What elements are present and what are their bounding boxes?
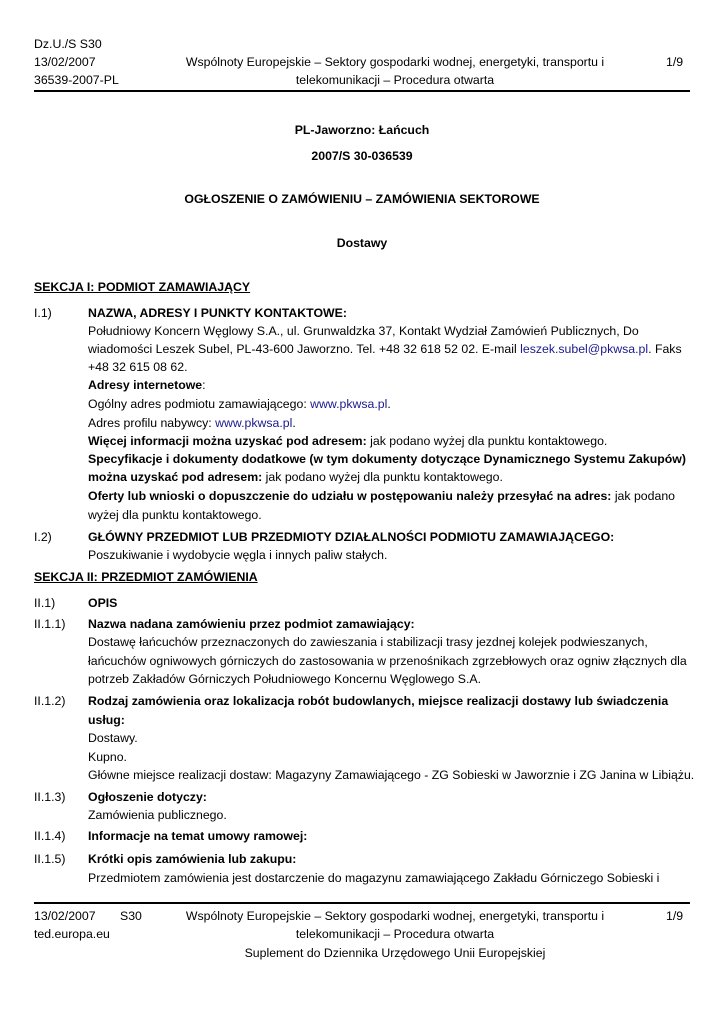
section-1-heading: SEKCJA I: PODMIOT ZAMAWIAJĄCY	[34, 280, 251, 294]
buyer-profile-label: Adres profilu nabywcy:	[88, 416, 216, 430]
ii12-line: Kupno.	[88, 750, 127, 764]
ii12-title-line2: usług:	[88, 713, 125, 727]
colon: :	[202, 378, 206, 392]
offers-value: jak podano	[611, 489, 675, 503]
i1-address-line2	[88, 342, 682, 356]
more-info-label: Więcej informacji można uzyskać pod adresem:	[88, 434, 367, 448]
notice-title: OGŁOSZENIE O ZAMÓWIENIU – ZAMÓWIENIA SEKTOROWE	[184, 192, 540, 206]
more-info-value: jak podano wyżej dla punktu kontaktowego.	[366, 434, 608, 448]
ii12-number: II.1.2)	[34, 694, 66, 708]
i2-value: Poszukiwanie i wydobycie węgla i innych paliw stałych.	[88, 548, 388, 562]
ii12-title-line1: Rodzaj zamówienia oraz lokalizacja robót budowlanych, miejsce realizacji dostawy lub świadczenia	[88, 694, 669, 708]
footer-series: S30	[120, 909, 142, 923]
general-address-row	[88, 397, 391, 411]
ii11-title: Nazwa nadana zamówieniu przez podmiot zamawiający:	[88, 617, 415, 631]
general-address-link[interactable]: www.pkwsa.pl	[310, 397, 388, 411]
header-title-line1: Wspólnoty Europejskie – Sektory gospodarki wodnej, energetyki, transportu i	[185, 55, 605, 69]
ii11-number: II.1.1)	[34, 617, 66, 631]
ii12-line: Główne miejsce realizacji dostaw: Magazyny Zamawiającego - ZG Sobieski w Jaworznie i ZG Janina w Libiążu.	[88, 768, 695, 782]
header-divider	[34, 90, 690, 92]
ii11-line: potrzeb Zakładów Górniczych Południowego Koncernu Węglowego S.A.	[88, 672, 482, 686]
offers-row	[88, 489, 675, 503]
ii15-title: Krótki opis zamówienia lub zakupu:	[88, 852, 297, 866]
ii13-value: Zamówienia publicznego.	[88, 808, 227, 822]
specs-label-line1: Specyfikacje i dokumenty dodatkowe (w tym dokumenty dotyczące Dynamicznego Systemu Zakupów)	[88, 452, 686, 466]
header-doc-id: 36539-2007-PL	[34, 73, 119, 87]
offers-label: Oferty lub wnioski o dopuszczenie do udziału w postępowaniu należy przesyłać na adres:	[88, 489, 612, 503]
i1-title: NAZWA, ADRESY I PUNKTY KONTAKTOWE:	[88, 306, 347, 320]
ii11-line: Dostawę łańcuchów przeznaczonych do zawieszania i stabilizacji trasy jezdnej kolejek podwieszanych,	[88, 635, 648, 649]
offers-value-line2: wyżej dla punktu kontaktowego.	[88, 508, 262, 522]
i1-contact-text: wiadomości Leszek Subel, PL-43-600 Jaworzno. Tel. +48 32 618 52 02. E-mail	[88, 342, 521, 356]
header-title-line2: telekomunikacji – Procedura otwarta	[295, 73, 495, 87]
section-2-heading: SEKCJA II: PRZEDMIOT ZAMÓWIENIA	[34, 570, 258, 584]
ii14-title: Informacje na temat umowy ramowej:	[88, 829, 308, 843]
i1-fax-number: +48 32 615 08 62.	[88, 360, 188, 374]
footer-site: ted.europa.eu	[34, 927, 110, 941]
specs-label-line2: można uzyskać pod adresem:	[88, 470, 263, 484]
ii13-number: II.1.3)	[34, 790, 66, 804]
general-address-label: Ogólny adres podmiotu zamawiającego:	[88, 397, 311, 411]
footer-divider	[34, 902, 690, 904]
internet-addresses-row	[88, 378, 206, 392]
ii14-number: II.1.4)	[34, 829, 66, 843]
period: .	[387, 397, 391, 411]
specs-value: jak podano wyżej dla punktu kontaktowego.	[262, 470, 503, 484]
internet-addresses-label: Adresy internetowe	[88, 378, 203, 392]
email-link[interactable]: leszek.subel@pkwsa.pl	[520, 342, 649, 356]
ii15-value: Przedmiotem zamówienia jest dostarczenie do magazynu zamawiającego Zakładu Górniczego Sobieski i	[88, 871, 660, 885]
footer-title-line1: Wspólnoty Europejskie – Sektory gospodarki wodnej, energetyki, transportu i	[185, 909, 605, 923]
footer-date: 13/02/2007	[34, 909, 96, 923]
ii12-line: Dostawy.	[88, 731, 138, 745]
header-date: 13/02/2007	[34, 55, 96, 69]
notice-place: PL-Jaworzno: Łańcuch	[294, 123, 430, 137]
i1-address-line1: Południowy Koncern Węglowy S.A., ul. Grunwaldzka 37, Kontakt Wydział Zamówień Publicznych, Do	[88, 324, 639, 338]
fax-label: . Faks	[648, 342, 682, 356]
header-page-number: 1/9	[666, 55, 684, 69]
ii13-title: Ogłoszenie dotyczy:	[88, 790, 207, 804]
buyer-profile-row	[88, 416, 296, 430]
ii15-number: II.1.5)	[34, 852, 66, 866]
notice-type: Dostawy	[336, 236, 388, 250]
ii11-line: łańcuchów ogniwowych górniczych do zastosowania w przenośnikach zgrzebłowych oraz ogniw złącznych dla	[88, 654, 687, 668]
more-info-row	[88, 434, 607, 448]
header-journal: Dz.U./S S30	[34, 37, 102, 51]
i2-number: I.2)	[34, 530, 52, 544]
ii1-title: OPIS	[88, 596, 118, 610]
footer-supplement: Suplement do Dziennika Urzędowego Unii Europejskiej	[244, 946, 546, 960]
footer-title-line2: telekomunikacji – Procedura otwarta	[295, 927, 495, 941]
specs-row	[88, 470, 503, 484]
period: .	[292, 416, 296, 430]
footer-page-number: 1/9	[666, 909, 684, 923]
i1-number: I.1)	[34, 306, 52, 320]
notice-reference: 2007/S 30-036539	[311, 149, 413, 163]
i2-title: GŁÓWNY PRZEDMIOT LUB PRZEDMIOTY DZIAŁALNOŚCI PODMIOTU ZAMAWIAJĄCEGO:	[88, 530, 615, 544]
buyer-profile-link[interactable]: www.pkwsa.pl	[215, 416, 293, 430]
ii1-number: II.1)	[34, 596, 56, 610]
